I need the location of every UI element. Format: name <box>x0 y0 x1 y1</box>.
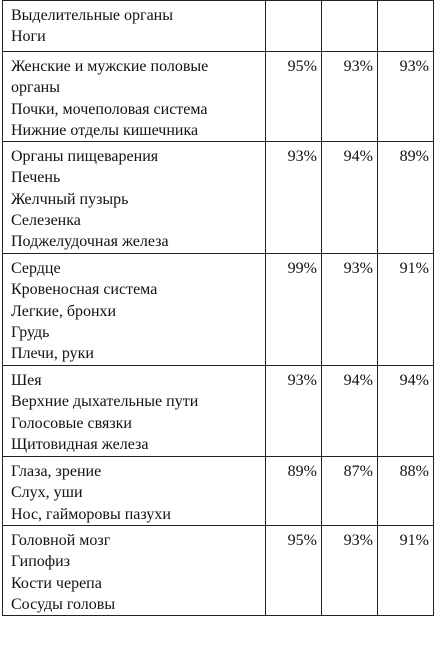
percent-cell: 93% <box>322 52 378 142</box>
organ-line: Поджелудочная железа <box>11 233 169 251</box>
organ-line: органы <box>11 79 60 97</box>
organ-cell <box>3 142 266 254</box>
organ-line: Гипофиз <box>11 553 71 571</box>
organ-cell <box>3 457 266 526</box>
percent-cell: 87% <box>322 457 378 526</box>
organ-cell <box>3 366 266 457</box>
table-row <box>3 1 434 52</box>
percent-cell: 94% <box>322 142 378 254</box>
percent-cell: 93% <box>378 52 434 142</box>
percent-cell: 89% <box>266 457 322 526</box>
percent-cell: 89% <box>378 142 434 254</box>
organ-line: Голосовые связки <box>11 414 132 432</box>
organ-line: Желчный пузырь <box>11 190 129 208</box>
percent-cell: 91% <box>378 254 434 366</box>
organ-line: Нижние отделы кишечника <box>11 121 199 139</box>
organ-line: Женские и мужские половые <box>11 58 209 75</box>
organ-line: Глаза, зрение <box>11 463 102 481</box>
percent-cell: 99% <box>266 254 322 366</box>
table-row <box>3 526 434 616</box>
percent-cell: 93% <box>322 254 378 366</box>
table-row <box>3 52 434 142</box>
organ-line: Кости черепа <box>11 574 102 592</box>
organ-line: Легкие, бронхи <box>11 302 117 320</box>
table-row <box>3 142 434 254</box>
organ-line: Сердце <box>11 260 61 278</box>
percent-cell: 93% <box>266 142 322 254</box>
organ-percentage-table <box>2 0 434 616</box>
table-row <box>3 366 434 457</box>
percent-cell <box>266 1 322 52</box>
percent-cell: 94% <box>322 366 378 457</box>
percent-cell: 91% <box>378 526 434 616</box>
organ-line: Головной мозг <box>11 532 111 550</box>
organ-line: Выделительные органы <box>11 7 173 24</box>
organ-line: Селезенка <box>11 212 81 230</box>
percent-cell: 88% <box>378 457 434 526</box>
organ-line: Слух, уши <box>11 484 83 502</box>
organ-cell <box>3 52 266 142</box>
organ-line: Шея <box>11 372 42 390</box>
percent-cell: 93% <box>322 526 378 616</box>
percent-cell: 94% <box>378 366 434 457</box>
organ-cell <box>3 254 266 366</box>
organ-line: Сосуды головы <box>11 596 116 614</box>
organ-line: Плечи, руки <box>11 345 94 363</box>
percent-cell: 95% <box>266 526 322 616</box>
percent-cell <box>322 1 378 52</box>
percent-cell: 95% <box>266 52 322 142</box>
organ-line: Ноги <box>11 28 46 46</box>
organ-line: Грудь <box>11 324 50 342</box>
percent-cell: 93% <box>266 366 322 457</box>
organ-line: Кровеносная система <box>11 281 158 299</box>
organ-line: Верхние дыхательные пути <box>11 393 199 411</box>
table-row <box>3 457 434 526</box>
organ-line: Почки, мочеполовая система <box>11 100 208 118</box>
organ-line: Щитовидная железа <box>11 436 149 454</box>
organ-line: Нос, гайморовы пазухи <box>11 505 171 523</box>
percent-cell <box>378 1 434 52</box>
organ-cell <box>3 526 266 616</box>
organ-cell <box>3 1 266 52</box>
table-row <box>3 254 434 366</box>
organ-line: Печень <box>11 169 61 187</box>
organ-line: Органы пищеварения <box>11 148 159 166</box>
